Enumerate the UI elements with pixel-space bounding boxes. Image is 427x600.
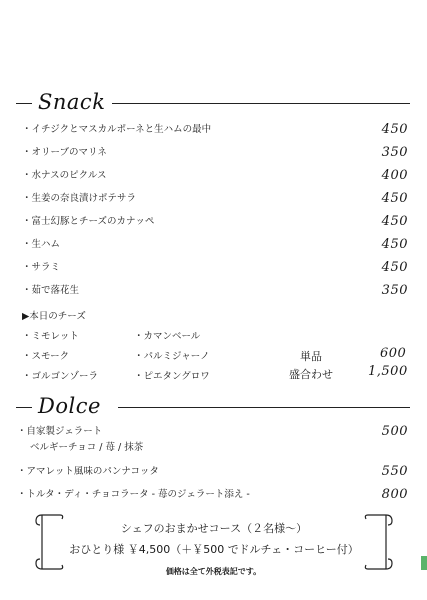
corner-accent [421, 556, 427, 570]
item-price: 400 [381, 168, 408, 183]
menu-item [22, 282, 410, 300]
menu-item [17, 423, 410, 441]
item-name: ・アマレット風味のパンナコッタ [17, 466, 159, 477]
item-name: ・生ハム [22, 239, 61, 250]
item-price: 800 [381, 487, 408, 502]
item-name: ・富士幻豚とチーズのカナッペ [22, 216, 155, 227]
snack-title: Snack [38, 90, 106, 114]
cheese-assort-price: 1,500 [368, 364, 408, 379]
item-price: 550 [381, 464, 408, 479]
menu-item [22, 213, 410, 231]
course-price: おひとり様 ￥4,500（＋￥500 でドルチェ・コーヒー付） [69, 543, 359, 556]
item-name: ・オリーブのマリネ [22, 147, 107, 158]
item-price: 350 [381, 145, 408, 160]
menu-item [22, 121, 410, 139]
dolce-title: Dolce [38, 394, 101, 418]
item-name: ・水ナスのピクルス [22, 170, 107, 181]
cheese-item: ・ミモレット [22, 331, 79, 342]
cheese-assort-label: 盛合わせ [289, 368, 333, 381]
course-title: シェフのおまかせコース（２名様〜） [120, 522, 308, 535]
cheese-item: ・ゴルゴンゾーラ [22, 371, 99, 382]
item-name: ・自家製ジェラート [17, 426, 103, 437]
snack-section-header [16, 91, 410, 117]
item-price: 500 [381, 424, 408, 439]
tax-note: 価格は全て外税表記です。 [165, 567, 262, 576]
menu-item [22, 259, 410, 277]
item-price: 450 [381, 122, 408, 137]
menu-item [22, 190, 410, 208]
cheese-item: ・ピエタングロワ [134, 371, 210, 382]
item-price: 450 [381, 237, 408, 252]
cheese-single-label: 単品 [300, 350, 322, 363]
cheese-item: ・スモーク [22, 351, 70, 362]
item-price: 450 [381, 214, 408, 229]
menu-item [17, 486, 410, 504]
heading-rule [112, 103, 410, 104]
item-price: 450 [381, 260, 408, 275]
item-name: ・トルタ・ディ・チョコラータ - 苺のジェラート添え - [17, 489, 250, 500]
item-price: 450 [381, 191, 408, 206]
item-name: ・生姜の奈良漬けポテサラ [22, 193, 137, 204]
dolce-section-header [16, 395, 410, 421]
cheese-heading: ▶本日のチーズ [22, 311, 86, 322]
item-name: ・イチジクとマスカルポーネと生ハムの最中 [22, 124, 212, 135]
heading-rule [118, 407, 410, 408]
item-name: ・茹で落花生 [22, 285, 80, 296]
cheese-item: ・パルミジャーノ [134, 351, 210, 362]
item-flavors: ベルギーチョコ / 苺 / 抹茶 [30, 442, 144, 453]
menu-item [17, 463, 410, 481]
course-box [44, 517, 384, 567]
menu-item [22, 167, 410, 185]
cheese-single-price: 600 [380, 346, 407, 361]
heading-dash [16, 103, 32, 104]
heading-dash [16, 407, 32, 408]
item-name: ・サラミ [22, 262, 61, 273]
item-price: 350 [381, 283, 408, 298]
cheese-item: ・カマンベール [134, 331, 201, 342]
menu-item [22, 236, 410, 254]
menu-item [22, 144, 410, 162]
